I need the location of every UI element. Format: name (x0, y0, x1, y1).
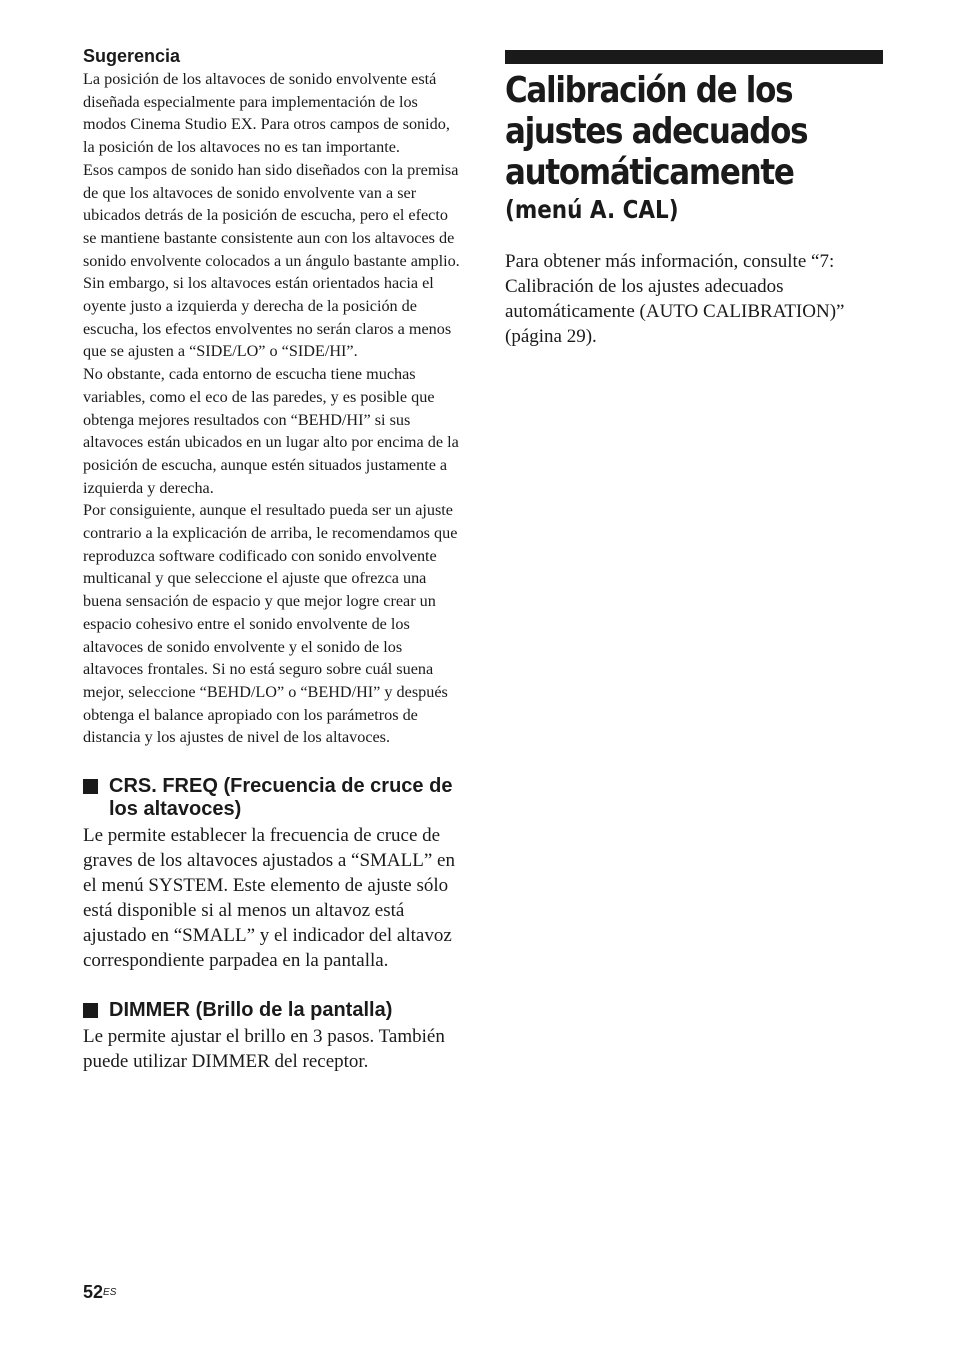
dimmer-heading-text: DIMMER (Brillo de la pantalla) (109, 999, 393, 1022)
tip-paragraph: No obstante, cada entorno de escucha tiene muchas variables, como el eco de las paredes, y es posible que obtenga mejores resultados con “BEHD/HI” si sus altavoces están ubicados en un lugar alto por encima de la posición de escucha, aunque estén situados justamente a izquierda y derecha. (83, 365, 459, 497)
dimmer-section (83, 999, 463, 1074)
left-column (83, 44, 463, 1074)
tip-paragraph: Por consiguiente, aunque el resultado pueda ser un ajuste contrario a la explicación de arriba, le recomendamos que reproduzca software codificado con sonido envolvente multicanal y que seleccione el ajuste que ofrezca una buena sensación de espacio y que mejor logre crear un espacio cohesivo entre el sonido envolvente de los altavoces de sonido envolvente y el sonido de los altavoces frontales. Si no está seguro sobre cuál suena mejor, seleccione “BEHD/LO” o “BEHD/HI” y después obtenga el balance apropiado con los parámetros de distancia y los ajustes de nivel de los altavoces. (83, 501, 458, 747)
page-subtitle: (menú A. CAL) (505, 195, 679, 224)
square-bullet-icon (83, 1003, 98, 1018)
page-number (83, 1281, 116, 1303)
page-language-suffix: ES (103, 1287, 117, 1298)
right-column (505, 50, 883, 349)
tip-box (83, 44, 463, 749)
crs-freq-body: Le permite establecer la frecuencia de cruce de graves de los altavoces ajustados a “SMALL” en el menú SYSTEM. Este elemento de ajuste sólo está disponible si al menos un altavoz está ajustado en “SMALL” y el indicador del altavoz correspondiente parpadea en la pantalla. (83, 825, 455, 972)
tip-paragraph: Esos campos de sonido han sido diseñados con la premisa de que los altavoces de sonido envolvente van a ser ubicados detrás de la posición de escucha, pero el efecto se mantiene bastante consistente aun con los altavoces de sonido envolvente colocados a un ángulo bastante amplio. Sin embargo, si los altavoces están orientados hacia el oyente justo a izquierda y derecha de la posición de escucha, los efectos envolventes no serán claros a menos que se ajusten a “SIDE/LO” o “SIDE/HI”. (83, 160, 460, 361)
crs-freq-heading-text: CRS. FREQ (Frecuencia de cruce de los altavoces) (109, 775, 453, 821)
auto-cal-body: Para obtener más información, consulte “7: Calibración de los ajustes adecuados automáticamente (AUTO CALIBRATION)” (página 29). (505, 251, 845, 347)
crs-freq-section (83, 775, 463, 973)
square-bullet-icon (83, 779, 98, 794)
page-number-value: 52 (83, 1282, 104, 1302)
page-title-line: automáticamente (505, 152, 794, 193)
dimmer-body: Le permite ajustar el brillo en 3 pasos. También puede utilizar DIMMER del receptor. (83, 1026, 445, 1073)
page-title-line: Calibración de los (505, 70, 793, 111)
crs-freq-heading (83, 775, 463, 821)
page-title-line: ajustes adecuados (505, 111, 808, 152)
page-title (505, 70, 830, 193)
dimmer-heading (83, 999, 463, 1022)
tip-heading: Sugerencia (83, 46, 181, 66)
tip-paragraph: La posición de los altavoces de sonido envolvente está diseñada especialmente para implementación de los modos Cinema Studio EX. Para otros campos de sonido, la posición de los altavoces no es tan importante. (83, 70, 450, 157)
title-bar (505, 50, 883, 64)
